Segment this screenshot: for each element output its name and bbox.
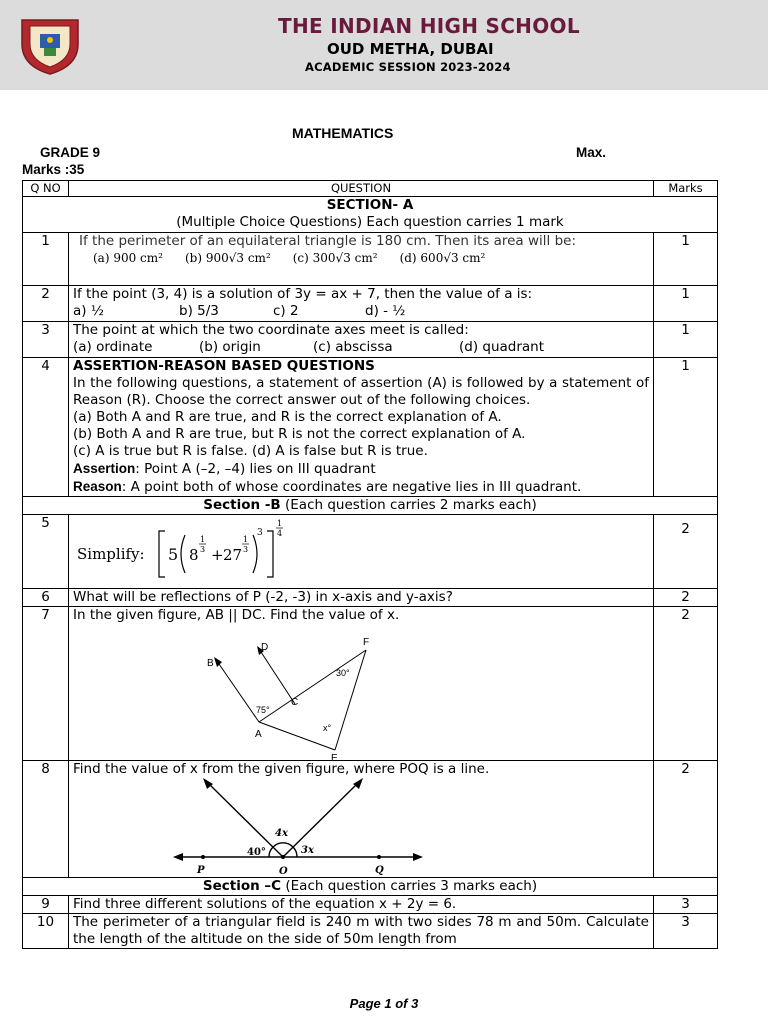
question-text: The perimeter of a triangular field is 240 m with two sides 78 m and 50m. Calculate the length of the altitude on the side of 50m length from (69, 914, 654, 949)
assertion-text: : Point A (–2, –4) lies on III quadrant (135, 461, 376, 477)
section-c-title: Section –C (202, 878, 282, 894)
question-number: 1 (23, 233, 69, 286)
page-header (0, 0, 768, 90)
section-c-row (23, 878, 718, 896)
section-b-row (23, 497, 718, 515)
question-number: 3 (23, 322, 69, 358)
table-header-row (23, 181, 718, 197)
svg-text:3: 3 (257, 528, 263, 538)
section-b-subtitle: (Each question carries 2 marks each) (280, 497, 537, 513)
question-marks: 3 (654, 896, 718, 914)
academic-session: ACADEMIC SESSION 2023-2024 (305, 60, 511, 74)
question-marks: 1 (654, 322, 718, 358)
angle-x: x° (323, 723, 332, 733)
label-A: A (255, 729, 262, 740)
question-paper (22, 180, 717, 949)
angle-30: 30° (336, 668, 350, 678)
choice-b: (b) Both A and R are true, but R is not the correct explanation of A. (73, 426, 526, 442)
svg-text:1: 1 (277, 519, 283, 528)
assertion-label: Assertion (73, 461, 136, 476)
options-list (73, 303, 649, 320)
simplify-expression (73, 515, 313, 585)
svg-text:5: 5 (168, 545, 179, 564)
question-row (23, 589, 718, 607)
question-number: 7 (23, 607, 69, 761)
question-row (23, 233, 718, 286)
question-row (23, 515, 718, 589)
school-location: OUD METHA, DUBAI (327, 40, 494, 58)
angle-40: 40° (247, 847, 266, 858)
option-c: (c) 300√3 cm² (292, 251, 378, 265)
simplify-word: Simplify: (77, 545, 145, 563)
figure-parallel-lines (73, 624, 658, 760)
section-a-subtitle: (Multiple Choice Questions) Each question carries 1 mark (176, 214, 564, 230)
question-marks: 1 (654, 286, 718, 322)
label-O: O (279, 866, 288, 877)
options-list (73, 250, 649, 267)
figure-line-poq (73, 778, 658, 877)
option-c: (c) abscissa (313, 339, 393, 355)
choice-a: (a) Both A and R are true, and R is the correct explanation of A. (73, 409, 502, 425)
label-Q: Q (375, 865, 384, 876)
question-number: 4 (23, 358, 69, 497)
question-row (23, 914, 718, 949)
reason-text: : A point both of whose coordinates are negative lies in III quadrant. (121, 479, 582, 495)
option-a: (a) ordinate (73, 339, 153, 355)
question-text: If the point (3, 4) is a solution of 3y = ax + 7, then the value of a is: (73, 286, 533, 302)
angle-3x: 3x (301, 845, 314, 856)
question-row (23, 286, 718, 322)
option-d: (d) quadrant (459, 339, 545, 355)
question-text: In the given figure, AB || DC. Find the value of x. (73, 607, 400, 623)
label-C: C (291, 697, 299, 708)
question-number: 9 (23, 896, 69, 914)
question-marks: 1 (654, 233, 718, 286)
option-a: (a) 900 cm² (93, 251, 163, 265)
reason-line (73, 478, 649, 496)
question-number: 10 (23, 914, 69, 949)
grade-label: GRADE 9 (40, 145, 101, 160)
school-crest-logo (14, 14, 86, 78)
question-number: 5 (23, 515, 69, 589)
option-d: d) - ½ (365, 303, 406, 319)
label-B: B (207, 658, 214, 669)
question-number: 6 (23, 589, 69, 607)
section-a-title: SECTION- A (326, 197, 414, 213)
svg-text:3: 3 (200, 545, 206, 554)
option-a: a) ½ (73, 303, 104, 319)
assertion-reason-heading: ASSERTION-REASON BASED QUESTIONS (73, 358, 375, 374)
page-number: Page 1 of 3 (349, 996, 419, 1011)
question-text: What will be reflections of P (-2, -3) in x-axis and y-axis? (69, 589, 654, 607)
angle-4x: 4x (275, 828, 288, 839)
svg-text:27: 27 (223, 546, 243, 564)
label-F: F (363, 637, 370, 648)
question-text: Find the value of x from the given figure, where POQ is a line. (73, 761, 490, 777)
question-row (23, 322, 718, 358)
question-marks: 2 (654, 589, 718, 607)
svg-text:4: 4 (277, 529, 283, 538)
option-d: (d) 600√3 cm² (399, 251, 486, 265)
choice-cd: (c) A is true but R is false. (d) A is false but R is true. (73, 443, 428, 459)
question-marks: 2 (654, 607, 718, 761)
assertion-intro: In the following questions, a statement of assertion (A) is followed by a statement of Reason (R). Choose the correct answer out of the following choices. (73, 375, 649, 408)
question-text: The point at which the two coordinate axes meet is called: (73, 322, 469, 338)
question-header: QUESTION (69, 181, 654, 197)
label-D: D (261, 642, 269, 653)
label-E: E (331, 753, 338, 760)
svg-text:1: 1 (243, 535, 249, 544)
question-row (23, 358, 718, 497)
question-marks: 2 (654, 515, 718, 589)
section-a-row (23, 197, 718, 233)
svg-text:1: 1 (200, 535, 206, 544)
angle-75: 75° (256, 705, 270, 715)
svg-text:+: + (211, 546, 224, 564)
marks-header: Marks (654, 181, 718, 197)
section-c-subtitle: (Each question carries 3 marks each) (281, 878, 538, 894)
subject-title: MATHEMATICS (292, 125, 394, 141)
question-table (22, 180, 718, 949)
question-number: 2 (23, 286, 69, 322)
reason-label: Reason (73, 479, 122, 494)
question-marks: 2 (654, 761, 718, 878)
question-row (23, 896, 718, 914)
question-marks: 1 (654, 358, 718, 497)
question-number: 8 (23, 761, 69, 878)
total-marks-label: Marks :35 (22, 162, 85, 177)
max-label: Max. (576, 145, 607, 160)
question-row (23, 607, 718, 761)
option-b: (b) 900√3 cm² (184, 251, 271, 265)
label-P: P (197, 865, 205, 876)
qno-header: Q NO (23, 181, 69, 197)
question-text: If the perimeter of an equilateral triangle is 180 cm. Then its area will be: (79, 233, 576, 249)
section-b-title: Section -B (203, 497, 281, 513)
assertion-line (73, 460, 649, 478)
svg-text:8: 8 (189, 546, 199, 564)
option-b: (b) origin (199, 339, 261, 355)
question-text: Find three different solutions of the equation x + 2y = 6. (69, 896, 654, 914)
school-name: THE INDIAN HIGH SCHOOL (278, 14, 580, 38)
options-list (73, 339, 649, 356)
question-marks: 3 (654, 914, 718, 949)
option-b: b) 5/3 (179, 303, 219, 319)
svg-text:3: 3 (243, 545, 249, 554)
option-c: c) 2 (273, 303, 299, 319)
question-row (23, 761, 718, 878)
